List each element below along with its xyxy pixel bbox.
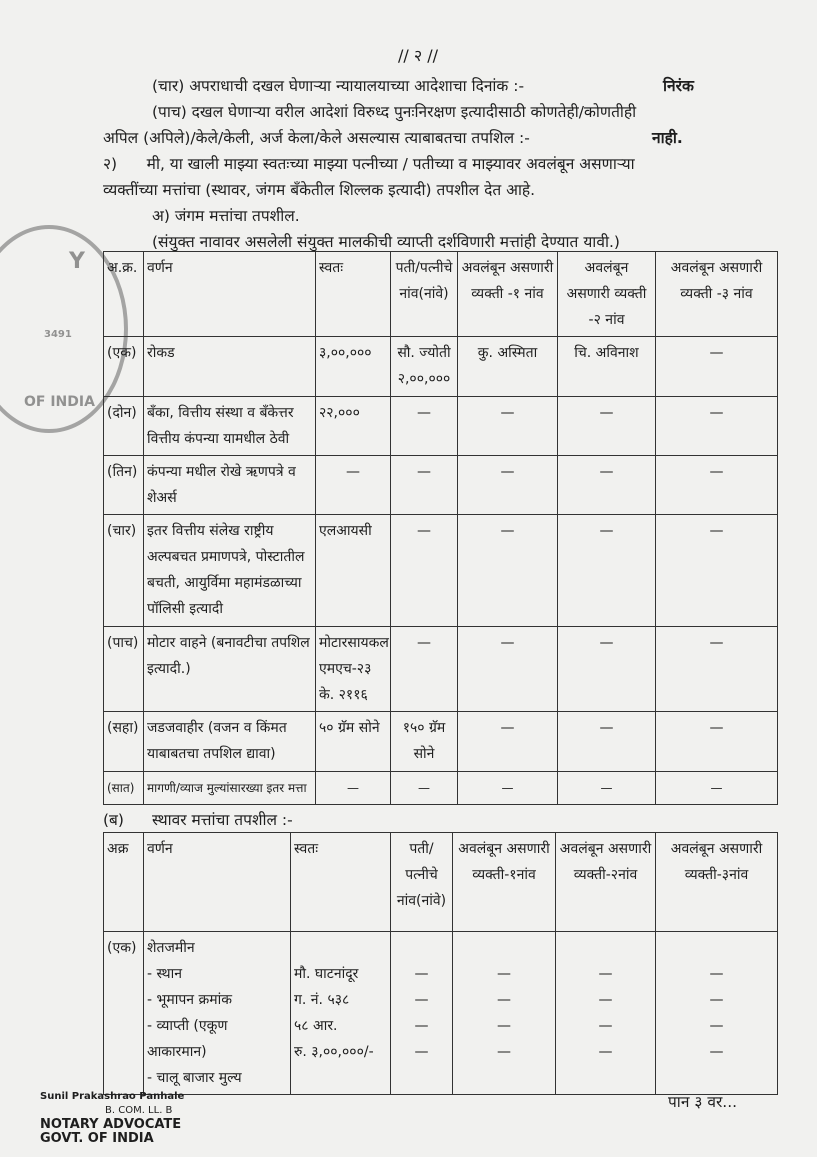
table-cell (453, 932, 556, 1095)
table-cell: एलआयसी (316, 515, 391, 627)
table-cell: मोटारसायकल एमएच-२३ के. २११६ (316, 627, 391, 712)
table-cell (391, 932, 453, 1095)
stamp-letter: Y (69, 249, 85, 274)
table-cell: पती/ पत्नीचे नांव(नांवे) (391, 833, 453, 932)
table-cell: — (458, 772, 558, 805)
section-b-number: (ब) (103, 811, 124, 829)
table-cell (291, 932, 391, 1095)
table-cell: — (656, 397, 778, 456)
signer-name: Sunil Prakashrao Panhale (40, 1091, 185, 1102)
table-cell: — (656, 627, 778, 712)
field-value: — (497, 1018, 511, 1034)
table-cell: — (458, 515, 558, 627)
page-marker: // २ // (398, 46, 439, 65)
field-value: — (414, 1018, 429, 1034)
stamp-caption: OF INDIA (24, 394, 95, 410)
field-value: — (709, 966, 724, 982)
table-cell: — (316, 772, 391, 805)
table-row (104, 337, 778, 397)
table-cell (656, 932, 778, 1095)
para-char-text: (चार) अपराधाची दखल घेणाऱ्या न्यायालयाच्या आदेशाचा दिनांक :- (152, 77, 525, 95)
table-row (104, 932, 778, 1095)
table-cell: मोटार वाहने (बनावटीचा तपशिल इत्यादी.) (144, 627, 316, 712)
table-cell: रोकड (144, 337, 316, 397)
para-pach-value: नाही. (652, 129, 683, 147)
group-label: शेतजमीन (147, 940, 195, 956)
table-row (104, 712, 778, 772)
table-cell: २२,००० (316, 397, 391, 456)
signer-title: NOTARY ADVOCATE (40, 1117, 182, 1132)
table-cell: — (558, 712, 656, 772)
table-cell: (सात) (104, 772, 144, 805)
table-cell: — (391, 627, 458, 712)
notary-signature-block (40, 1090, 184, 1146)
table-cell: — (458, 627, 558, 712)
table-cell (144, 932, 291, 1095)
table-cell: — (558, 456, 656, 515)
table-cell: मागणी/व्याज मुल्यांसारख्या इतर मत्ता (144, 772, 316, 805)
field-label: - चालू बाजार मुल्य (147, 1070, 242, 1086)
table-cell: — (656, 456, 778, 515)
section-a-note: (संयुक्त नावावर असलेली संयुक्त मालकीची व्याप्ती दर्शविणारी मत्तांही देण्यात यावी.) (152, 233, 620, 251)
table-cell: इतर वित्तीय संलेख राष्ट्रीय अल्पबचत प्रमाणपत्रे, पोस्टातील बचती, आयुर्विमा महामंडळाच्या पॉलिसी इत्यादी (144, 515, 316, 627)
table-cell: — (656, 515, 778, 627)
table-cell: स्वतः (291, 833, 391, 932)
para-pach-line2: अपिल (अपिले)/केले/केली, अर्ज केला/केले असल्यास त्याबाबतचा तपशिल :- (103, 129, 530, 147)
para2-line1: २) मी, या खाली माझ्या स्वतःच्या माझ्या पत्नीच्या / पतीच्या व माझ्यावर अवलंबून असणाऱ्या (103, 155, 635, 173)
table-cell: कु. अस्मिता (458, 337, 558, 397)
field-value: — (497, 966, 511, 982)
field-value: — (598, 966, 613, 982)
table-cell: कंपन्या मधील रोखे ऋणपत्रे व शेअर्स (144, 456, 316, 515)
table-cell: चि. अविनाश (558, 337, 656, 397)
table-cell: पती/पत्नीचे नांव(नांवे) (391, 252, 458, 337)
table-cell: — (391, 515, 458, 627)
movable-assets-table (103, 251, 778, 805)
table-cell: सौ. ज्योती २,००,००० (391, 337, 458, 397)
section-b-title: स्थावर मत्तांचा तपशील :- (152, 811, 293, 829)
table-cell: अवलंबून असणारी व्यक्ती -२ नांव (558, 252, 656, 337)
table-row (104, 772, 778, 805)
continued-on-page: पान ३ वर... (668, 1093, 738, 1111)
table-row (104, 397, 778, 456)
table-cell (556, 932, 656, 1095)
field-value: — (709, 992, 724, 1008)
field-value: ग. नं. ५३८ (294, 992, 350, 1008)
table-cell: — (458, 712, 558, 772)
field-value: — (497, 992, 511, 1008)
field-label: - स्थान (147, 966, 183, 982)
table-cell: अवलंबून असणारी व्यक्ती-२नांव (556, 833, 656, 932)
field-value: — (414, 1044, 429, 1060)
table-cell: (पाच) (104, 627, 144, 712)
field-value: रु. ३,००,०००/- (294, 1044, 374, 1060)
table-cell: — (558, 397, 656, 456)
table-cell: (एक) (104, 932, 144, 1095)
field-value: — (414, 966, 429, 982)
table-cell: (चार) (104, 515, 144, 627)
para-char-value: निरंक (663, 77, 694, 95)
para-pach-line1: (पाच) दखल घेणाऱ्या वरील आदेशां विरुध्द पुनःनिरक्षण इत्यादीसाठी कोणतेही/कोणतीही (152, 103, 637, 121)
table-cell: — (656, 712, 778, 772)
table-cell: — (391, 397, 458, 456)
table-cell: वर्णन (144, 833, 291, 932)
field-label: - व्याप्ती (एकूण आकारमान) (147, 1018, 228, 1060)
table-cell: १५० ग्रॅम सोने (391, 712, 458, 772)
table-cell: — (656, 772, 778, 805)
signer-degree: B. COM. LL. B (105, 1105, 173, 1116)
field-value: — (497, 1044, 511, 1060)
para-char (152, 74, 524, 96)
table-row (104, 627, 778, 712)
table-cell: अक्र (104, 833, 144, 932)
table-cell: — (316, 456, 391, 515)
table-header-row (104, 252, 778, 337)
table-cell: — (558, 772, 656, 805)
table-cell: (एक) (104, 337, 144, 397)
table-cell: (तिन) (104, 456, 144, 515)
field-value: — (598, 1018, 613, 1034)
field-value: — (709, 1044, 724, 1060)
table-cell: ३,००,००० (316, 337, 391, 397)
para2-line2: व्यक्तींच्या मत्तांचा (स्थावर, जंगम बँकेतील शिल्लक इत्यादी) तपशील देत आहे. (103, 181, 536, 199)
stamp-number: 3491 (44, 329, 72, 340)
table-row (104, 515, 778, 627)
immovable-assets-table (103, 832, 778, 1095)
table-cell: अवलंबून असणारी व्यक्ती-३नांव (656, 833, 778, 932)
table-cell: — (391, 772, 458, 805)
field-value: मौ. घाटनांदूर (294, 966, 359, 982)
field-value: — (709, 1018, 724, 1034)
table-cell: — (391, 456, 458, 515)
table-cell: ५० ग्रॅम सोने (316, 712, 391, 772)
table-cell: — (458, 456, 558, 515)
table-cell: अवलंबून असणारी व्यक्ती-१नांव (453, 833, 556, 932)
field-label: - भूमापन क्रमांक (147, 992, 233, 1008)
table-cell: बँका, वित्तीय संस्था व बँकेत्तर वित्तीय कंपन्या यामधील ठेवी (144, 397, 316, 456)
table-cell: जडजवाहीर (वजन व किंमत याबाबतचा तपशिल द्यावा) (144, 712, 316, 772)
field-value: ५८ आर. (294, 1018, 338, 1034)
table-cell: वर्णन (144, 252, 316, 337)
table-cell: — (558, 627, 656, 712)
table-cell: (दोन) (104, 397, 144, 456)
field-value: — (598, 992, 613, 1008)
table-cell: — (656, 337, 778, 397)
table-header-row (104, 833, 778, 932)
table-cell: अवलंबून असणारी व्यक्ती -१ नांव (458, 252, 558, 337)
table-cell: — (558, 515, 656, 627)
field-value: — (598, 1044, 613, 1060)
field-value: — (414, 992, 429, 1008)
table-cell: स्वतः (316, 252, 391, 337)
section-a-title: अ) जंगम मत्तांचा तपशील. (152, 207, 300, 225)
signer-govt: GOVT. OF INDIA (40, 1131, 154, 1146)
table-cell: अ.क्र. (104, 252, 144, 337)
table-row (104, 456, 778, 515)
table-cell: — (458, 397, 558, 456)
table-cell: (सहा) (104, 712, 144, 772)
table-cell: अवलंबून असणारी व्यक्ती -३ नांव (656, 252, 778, 337)
